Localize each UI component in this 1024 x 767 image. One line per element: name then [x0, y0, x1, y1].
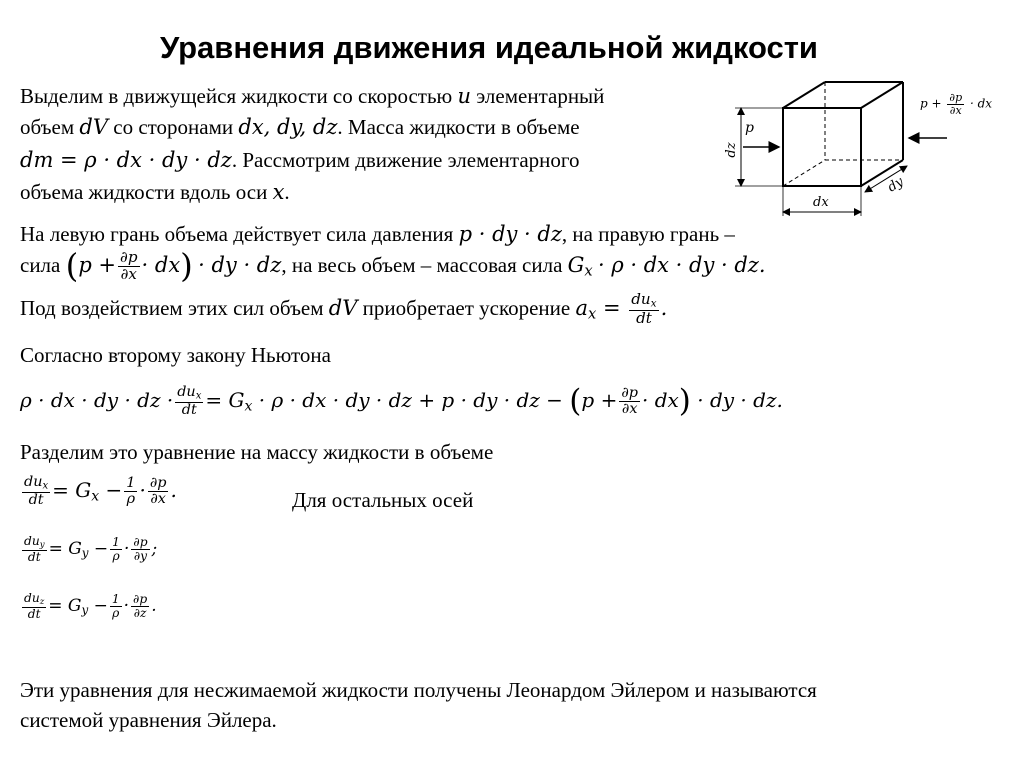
intro-text: объем	[20, 115, 75, 139]
intro-text: элементарный	[476, 84, 605, 108]
forces-line-2	[20, 247, 766, 286]
volume-var: dV	[79, 115, 108, 139]
axis-var: x	[272, 180, 285, 204]
euler-equation-x: $\frac{du_x}{dt}$ = $G_x$ − $\frac{1}{\rho}$ · $\frac{\partial p}{\partial x}$ .	[24, 474, 177, 509]
euler-equation-z: $\frac{du_z}{dt}$ = $G_y$ − $\frac{1}{\rho}$ · $\frac{\partial p}{\partial z}$ .	[24, 591, 157, 622]
euler-equation-y: $\frac{du_y}{dt}$ = $G_y$ − $\frac{1}{\rho}$ · $\frac{\partial p}{\partial y}$ ;	[24, 534, 158, 565]
label-dx: dx	[813, 195, 829, 210]
forces-text: , на весь объем – массовая сила	[281, 252, 563, 277]
label-dz: dz	[724, 142, 739, 158]
velocity-var: u	[457, 84, 472, 108]
intro-text: . Масса жидкости в объеме	[337, 115, 580, 139]
intro-text: объема жидкости вдоль оси	[20, 180, 268, 204]
newton-heading: Согласно второму закону Ньютона	[20, 343, 331, 367]
accel-text: Под воздействием этих сил объем	[20, 295, 324, 320]
left-force-formula: p · dy · dz	[458, 222, 562, 246]
forces-text: сила	[20, 252, 61, 277]
intro-text: со сторонами	[113, 115, 234, 139]
forces-text: , на правую грань –	[561, 222, 735, 246]
forces-text: На левую грань объема действует сила давления	[20, 222, 454, 246]
other-axes-label: Для остальных осей	[292, 488, 474, 512]
conclusion-line-2: системой уравнения Эйлера.	[20, 708, 277, 732]
mass-force-formula: $G_x$	[567, 252, 593, 280]
intro-text: .	[284, 180, 290, 204]
mass-formula: dm = ρ · dx · dy · dz	[20, 148, 232, 172]
accel-formula: $a_x$ = $\frac{du_x}{dt}$ .	[575, 290, 668, 327]
intro-text: . Рассмотрим движение элементарного	[231, 148, 580, 172]
label-dy: dy	[885, 174, 907, 196]
label-p: p	[745, 120, 754, 136]
right-force-rest: · dy · dz	[198, 252, 282, 277]
intro-line-3	[20, 148, 580, 173]
newton-equation: ρ · dx · dy · dz · $\frac{du_x}{dt}$ = $G_x \cdot \rho$ · dx · dy · dz + p · dy · dz − (p + $\frac{\partial p}{\partial x}$ · dx) · dy · dz.	[20, 383, 783, 420]
intro-line-4	[20, 180, 290, 205]
divide-heading: Разделим это уравнение на массу жидкости в объеме	[20, 440, 494, 464]
conclusion-line-1: Эти уравнения для несжимаемой жидкости получены Леонардом Эйлером и называются	[20, 678, 817, 702]
sides-formula: dx, dy, dz	[238, 115, 338, 139]
right-force-formula: (p + $\frac{\partial p}{\partial x}$ · dx)	[65, 247, 193, 286]
page-title: Уравнения движения идеальной жидкости	[160, 30, 818, 65]
mass-force-rest: · ρ · dx · dy · dz.	[597, 252, 766, 277]
volume-var: dV	[328, 295, 358, 320]
cube-front-face	[783, 108, 861, 186]
intro-text: Выделим в движущейся жидкости со скоростью	[20, 84, 453, 108]
label-right-pressure: p + $\frac{\partial p}{\partial x}$ · dx	[920, 91, 993, 117]
intro-line-1	[20, 84, 604, 109]
accel-line	[20, 292, 667, 327]
accel-text: приобретает ускорение	[362, 295, 571, 320]
intro-line-2	[20, 115, 580, 140]
forces-line-1	[20, 222, 735, 247]
